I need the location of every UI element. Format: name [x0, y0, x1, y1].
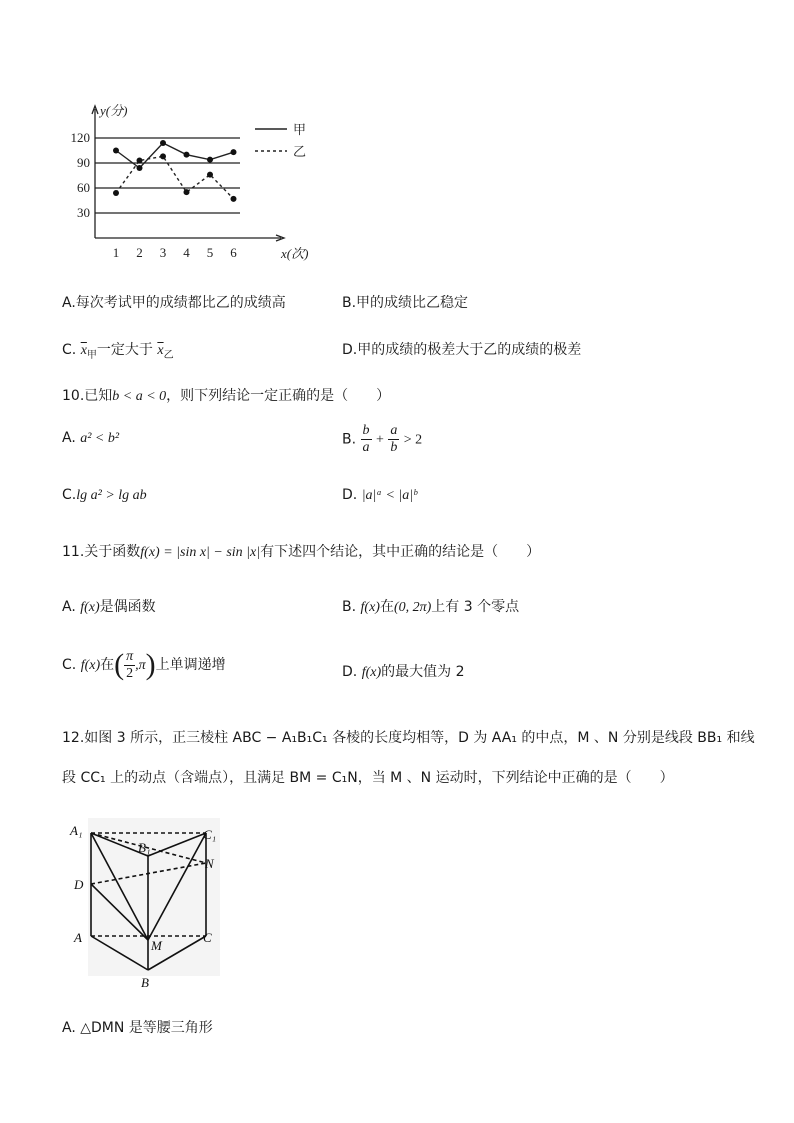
label-d: D: [74, 877, 84, 892]
q10-option-b-frac2: $\frac{a}{b}$: [390, 423, 398, 455]
q11-option-a-math: f(x): [80, 600, 100, 615]
q11-option-c-pi: ,π: [135, 658, 146, 673]
q10-option-d: [342, 487, 417, 504]
data-point-yi: [231, 196, 237, 202]
label-a: A: [74, 930, 82, 945]
y-tick-label: 120: [70, 130, 90, 145]
q10-option-c-math: lg a² > lg ab: [76, 488, 147, 503]
y-tick-label: 90: [77, 155, 90, 170]
score-line-chart: [55, 95, 345, 270]
q11-option-c-text: 上单调递增: [155, 657, 226, 673]
q9-option-b: B.甲的成绩比乙稳定: [342, 295, 469, 311]
q11-option-b-mid: 在: [379, 599, 394, 615]
q11-option-b-math: f(x): [360, 600, 380, 615]
q12-stem-line2: 段 CC₁ 上的动点（含端点），且满足 BM = C₁N，当 M 、N 运动时，下列结论中正确的是（ ）: [62, 770, 674, 786]
q10-option-a-label: A.: [62, 430, 76, 446]
x-tick-label: 4: [183, 245, 190, 260]
q9-option-a: A.每次考试甲的成绩都比乙的成绩高: [62, 295, 286, 311]
legend-label: 甲: [293, 122, 307, 137]
q11-option-d-label: D.: [342, 664, 358, 680]
q10-option-b-label: B.: [342, 431, 357, 448]
q10-option-b-tail: > 2: [403, 432, 423, 448]
data-point-jia: [160, 140, 166, 146]
q11-option-c-math: f(x): [80, 658, 101, 673]
q10-option-b: B. $\frac{b}{a}$ + $\frac{a}{b}$ > 2: [342, 423, 423, 455]
q11-option-c-mid: 在: [100, 657, 115, 673]
data-point-jia: [113, 148, 119, 154]
x-tick-label: 2: [136, 245, 143, 260]
data-point-yi: [113, 190, 119, 196]
y-axis-title: y(分): [100, 103, 128, 118]
data-point-jia: [207, 157, 213, 163]
q10-option-d-label: D.: [342, 487, 358, 503]
q11-option-d-text: 的最大值为 2: [381, 664, 465, 680]
x-tick-label: 1: [112, 245, 120, 260]
data-point-jia: [184, 152, 190, 158]
x-axis-title: x(次): [281, 246, 309, 261]
q11-option-a-label: A.: [62, 599, 76, 615]
q10-option-c-label: C.: [62, 487, 77, 503]
label-b1: B₁: [138, 840, 151, 855]
q11-option-b: [342, 596, 519, 616]
q9-option-c-xbar1: $\overline{x}$: [80, 343, 87, 358]
y-tick-label: 60: [77, 180, 90, 195]
q10-option-a-math: a² < b²: [80, 431, 120, 446]
label-m: M: [151, 938, 162, 953]
q11-option-b-interval: (0, 2π): [393, 600, 432, 615]
q11-option-d-math: f(x): [361, 665, 382, 680]
data-point-jia: [137, 165, 143, 171]
label-c: C: [203, 930, 212, 945]
q11-stem-math: f(x) = |sin x| − sin |x|: [140, 545, 261, 560]
x-tick-label: 5: [206, 245, 214, 260]
q11-stem-suffix: 有下述四个结论，其中正确的结论是（ ）: [260, 544, 541, 560]
series-line-jia: [116, 143, 234, 168]
q9-option-c-label: C.: [62, 342, 77, 358]
q12-option-a: A. △DMN 是等腰三角形: [62, 1020, 213, 1036]
q10-stem-math: b < a < 0: [112, 389, 167, 404]
legend-label: 乙: [293, 144, 307, 159]
label-b: B: [141, 975, 149, 990]
q11-option-b-text: 上有 3 个零点: [431, 599, 520, 615]
q10-option-c: [62, 487, 147, 504]
label-c1: C₁: [203, 827, 217, 842]
q9-option-d: D.甲的成绩的极差大于乙的成绩的极差: [342, 342, 582, 358]
q11-option-b-label: B.: [342, 599, 357, 615]
data-point-yi: [160, 153, 166, 159]
prism-figure: [60, 818, 230, 996]
q9-option-c-sub2: 乙: [163, 349, 174, 361]
x-tick-label: 6: [230, 245, 237, 260]
q9-option-c-sub1: 甲: [86, 349, 97, 361]
q11-option-c-label: C.: [62, 657, 77, 673]
label-a1: A₁: [70, 823, 83, 838]
x-tick-label: 3: [159, 245, 167, 260]
q11-option-a: [62, 596, 156, 616]
q11-option-a-text: 是偶函数: [99, 599, 156, 615]
q11-option-c: C. f(x)在( $\frac{\pi}{2}$ ,π)上单调递增: [62, 648, 226, 681]
q10-option-d-math: |a|ᵃ < |a|ᵇ: [361, 488, 417, 503]
y-tick-label: 30: [77, 205, 90, 220]
data-point-yi: [207, 172, 213, 178]
q11-option-d: [342, 661, 464, 681]
q9-option-c-xbar2: $\overline{x}$: [157, 343, 164, 358]
q11-option-c-frac: $\frac{\pi}{2}$: [126, 648, 134, 681]
q10-option-b-frac1: $\frac{b}{a}$: [362, 423, 370, 455]
label-n: N: [205, 856, 214, 871]
q11-stem-prefix: 11.关于函数: [62, 544, 141, 560]
data-point-yi: [184, 189, 190, 195]
q12-stem-line1: 12.如图 3 所示，正三棱柱 ABC − A₁B₁C₁ 各棱的长度均相等，D 为 AA₁ 的中点，M 、N 分别是线段 BB₁ 和线: [62, 730, 755, 746]
q9-option-c-mid: 一定大于: [96, 342, 153, 358]
data-point-jia: [231, 149, 237, 155]
q11-stem: [62, 541, 540, 561]
q10-stem: [62, 385, 390, 405]
data-point-yi: [137, 158, 143, 164]
q10-stem-suffix: ，则下列结论一定正确的是（ ）: [166, 388, 391, 404]
q9-option-c: [62, 339, 174, 361]
q10-stem-prefix: 10.已知: [62, 388, 113, 404]
q10-option-a: [62, 430, 119, 447]
